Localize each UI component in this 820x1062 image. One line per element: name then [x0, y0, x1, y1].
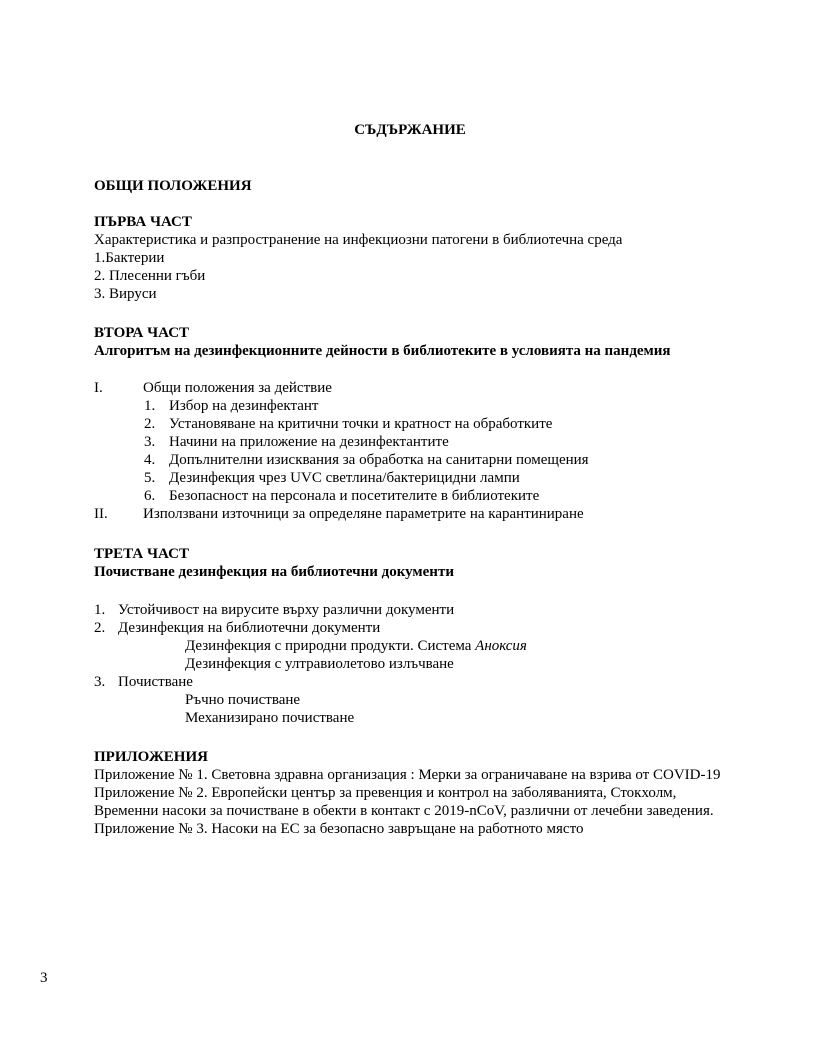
list-number: 1. — [94, 602, 106, 618]
subitem-number: 2. — [144, 416, 156, 432]
part2-subtitle: Алгоритъм на дезинфекционните дейности в библиотеките в условията на пандемия — [94, 343, 671, 359]
subitem-text: Механизирано почистване — [185, 710, 355, 726]
subitem-number: 1. — [144, 398, 156, 414]
list-number: 3. — [94, 674, 106, 690]
subitem-text: Дезинфекция чрез UVC светлина/бактерицидни лампи — [169, 470, 520, 486]
outline-row — [94, 379, 754, 397]
part3-header — [94, 545, 734, 581]
outline-subitem — [94, 397, 754, 415]
outline-subitem — [94, 487, 754, 505]
subitem-text: Ръчно почистване — [185, 692, 301, 708]
roman-numeral: I. — [94, 380, 103, 396]
subitem-text: Установяване на критични точки и кратност на обработките — [169, 416, 553, 432]
list-subitem — [94, 637, 734, 655]
general-heading: ОБЩИ ПОЛОЖЕНИЯ — [94, 178, 252, 194]
roman-numeral: II. — [94, 506, 108, 522]
page-number: 3 — [40, 970, 48, 986]
part1-subtitle: Характеристика и разпространение на инфекциозни патогени в библиотечна среда — [94, 232, 623, 248]
subitem-number: 5. — [144, 470, 156, 486]
outline-subitem — [94, 469, 754, 487]
subitem-text: Дезинфекция с ултравиолетово излъчване — [185, 656, 454, 672]
subitem-text: Избор на дезинфектант — [169, 398, 319, 414]
outline-row — [94, 505, 754, 523]
part2-header — [94, 324, 734, 360]
outline-subitem — [94, 433, 754, 451]
outline-subitem — [94, 415, 754, 433]
list-text: Устойчивост на вирусите върху различни документи — [118, 602, 455, 618]
page-title: СЪДЪРЖАНИЕ — [354, 122, 466, 138]
subitem-text: Начини на приложение на дезинфектантите — [169, 434, 449, 450]
part3-subtitle: Почистване дезинфекция на библиотечни документи — [94, 564, 454, 580]
part2-outline — [94, 379, 754, 523]
outline-text: Общи положения за действие — [143, 380, 332, 396]
list-number: 2. — [94, 620, 106, 636]
outline-subitem — [94, 451, 754, 469]
appendices-heading: ПРИЛОЖЕНИЯ — [94, 749, 208, 765]
part1-section — [94, 213, 734, 303]
list-item — [94, 601, 734, 619]
appendices-section — [94, 748, 734, 838]
subitem-number: 3. — [144, 434, 156, 450]
list-subitem — [94, 691, 734, 709]
part3-heading: ТРЕТА ЧАСТ — [94, 546, 189, 562]
appendix-item: Приложение № 1. Световна здравна организация : Мерки за ограничаване на взрива от COVID-19 — [94, 767, 721, 783]
outline-text: Използвани източници за определяне параметрите на карантиниране — [143, 506, 584, 522]
list-subitem — [94, 655, 734, 673]
list-item — [94, 673, 734, 691]
part1-heading: ПЪРВА ЧАСТ — [94, 214, 192, 230]
list-item — [94, 619, 734, 637]
subitem-number: 4. — [144, 452, 156, 468]
subitem-text: Дезинфекция с природни продукти. Система — [185, 638, 476, 654]
anoxia-term: Аноксия — [475, 638, 527, 654]
list-text: Дезинфекция на библиотечни документи — [118, 620, 381, 636]
list-text: Почистване — [118, 674, 193, 690]
part3-list — [94, 601, 734, 727]
part2-heading: ВТОРА ЧАСТ — [94, 325, 190, 341]
subitem-text: Допълнителни изисквания за обработка на санитарни помещения — [169, 452, 589, 468]
part1-item: 1.Бактерии — [94, 250, 165, 266]
appendix-item: Приложение № 3. Насоки на ЕС за безопасно завръщане на работното място — [94, 821, 584, 837]
subitem-text: Безопасност на персонала и посетителите в библиотеките — [169, 488, 540, 504]
subitem-number: 6. — [144, 488, 156, 504]
part1-item: 2. Плесенни гъби — [94, 268, 206, 284]
part1-item: 3. Вируси — [94, 286, 157, 302]
appendix-item: Приложение № 2. Европейски център за превенция и контрол на заболяванията, Стокхолм, Временни насоки за почистване в обекти в контакт с 2019-nCoV, различни от лечебни заведения. — [94, 785, 714, 819]
list-subitem — [94, 709, 734, 727]
